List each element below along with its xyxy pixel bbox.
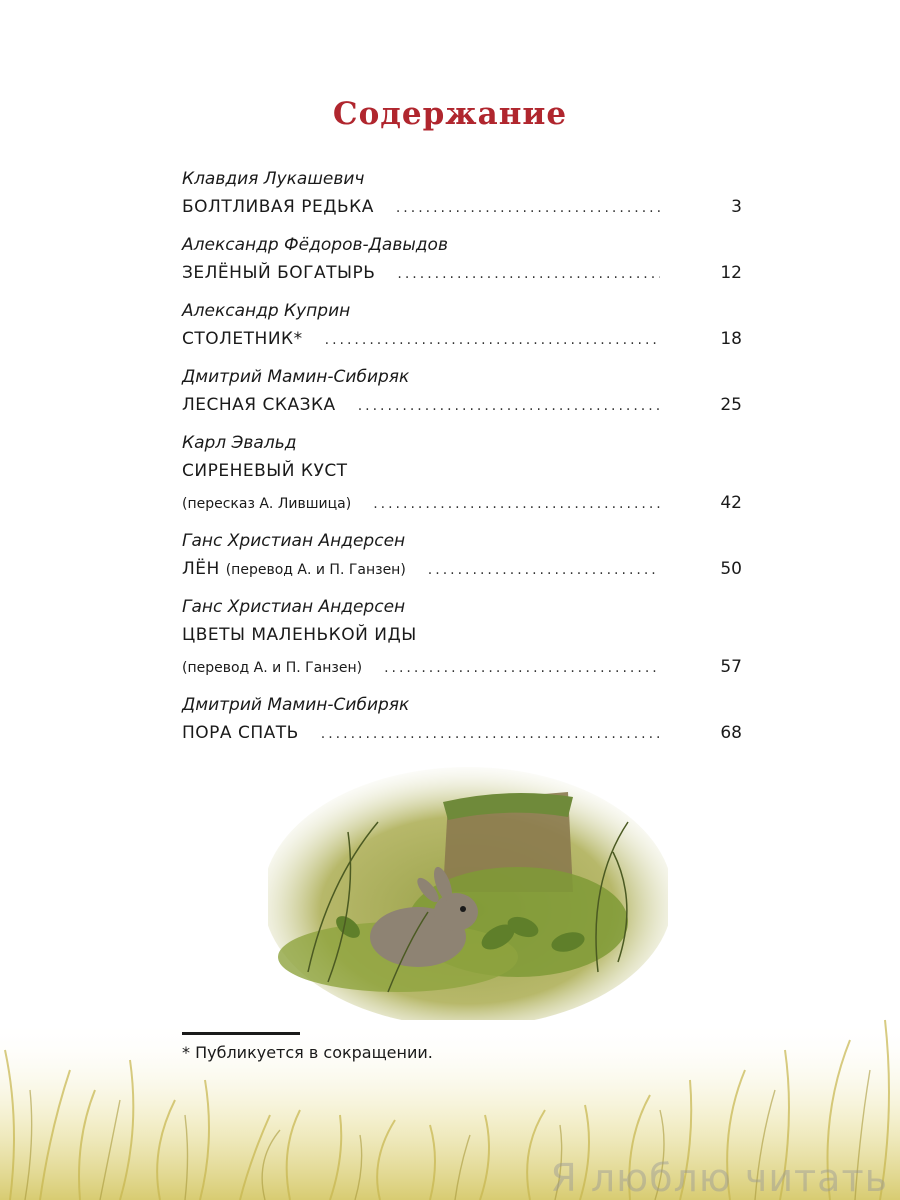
toc-entry[interactable]	[182, 693, 742, 749]
entry-author: Александр Куприн	[182, 301, 351, 321]
dot-leader	[321, 718, 660, 750]
entry-author: Дмитрий Мамин-Сибиряк	[182, 695, 410, 715]
entry-author: Дмитрий Мамин-Сибиряк	[182, 367, 410, 387]
footnote-rule	[182, 1032, 300, 1035]
entry-page-number: 42	[720, 493, 742, 513]
toc-entry[interactable]	[182, 595, 742, 683]
entry-author: Клавдия Лукашевич	[182, 169, 365, 189]
entry-title: ЗЕЛЁНЫЙ БОГАТЫРЬ	[182, 263, 376, 283]
entry-author: Ганс Христиан Андерсен	[182, 597, 406, 617]
entry-translation-note: (перевод А. и П. Ганзен)	[182, 660, 363, 676]
toc-entry[interactable]	[182, 167, 742, 223]
footnote: * Публикуется в сокращении.	[182, 1043, 433, 1062]
dot-leader	[325, 324, 660, 356]
entry-translation-note: (перевод А. и П. Ганзен)	[225, 562, 406, 578]
toc-entry[interactable]	[182, 529, 742, 585]
entry-page-number: 3	[731, 197, 742, 217]
entry-author: Карл Эвальд	[182, 433, 297, 453]
entry-page-number: 18	[720, 329, 742, 349]
entry-title: ПОРА СПАТЬ	[182, 723, 299, 743]
toc-entry[interactable]	[182, 233, 742, 289]
entry-title: БОЛТЛИВАЯ РЕДЬКА	[182, 197, 374, 217]
entry-page-number: 50	[720, 559, 742, 579]
entry-translation-note: (пересказ А. Лившица)	[182, 496, 352, 512]
entry-title	[182, 553, 406, 586]
entry-page-number: 12	[720, 263, 742, 283]
toc-entry[interactable]	[182, 299, 742, 355]
entry-title: СИРЕНЕВЫЙ КУСТ	[182, 461, 348, 481]
rabbit-illustration	[268, 762, 668, 1020]
watermark: Я люблю читать	[550, 1156, 888, 1200]
entry-title: ЛЕСНАЯ СКАЗКА	[182, 395, 336, 415]
entry-author: Александр Фёдоров-Давыдов	[182, 235, 448, 255]
entry-title: ЦВЕТЫ МАЛЕНЬКОЙ ИДЫ	[182, 625, 417, 645]
entry-page-number: 25	[720, 395, 742, 415]
entry-author: Ганс Христиан Андерсен	[182, 531, 406, 551]
toc-entry[interactable]	[182, 365, 742, 421]
entry-title: СТОЛЕТНИК*	[182, 329, 303, 349]
page-title: Содержание	[332, 96, 568, 132]
dot-leader	[397, 258, 660, 290]
entry-page-number: 57	[720, 657, 742, 677]
dot-leader	[358, 390, 660, 422]
entry-title-text: ЛЁН	[182, 559, 220, 579]
dot-leader	[373, 488, 660, 520]
toc-entry[interactable]	[182, 431, 742, 519]
dot-leader	[384, 652, 660, 684]
dot-leader	[428, 554, 660, 586]
table-of-contents	[182, 167, 742, 759]
dot-leader	[396, 192, 660, 224]
entry-page-number: 68	[720, 723, 742, 743]
